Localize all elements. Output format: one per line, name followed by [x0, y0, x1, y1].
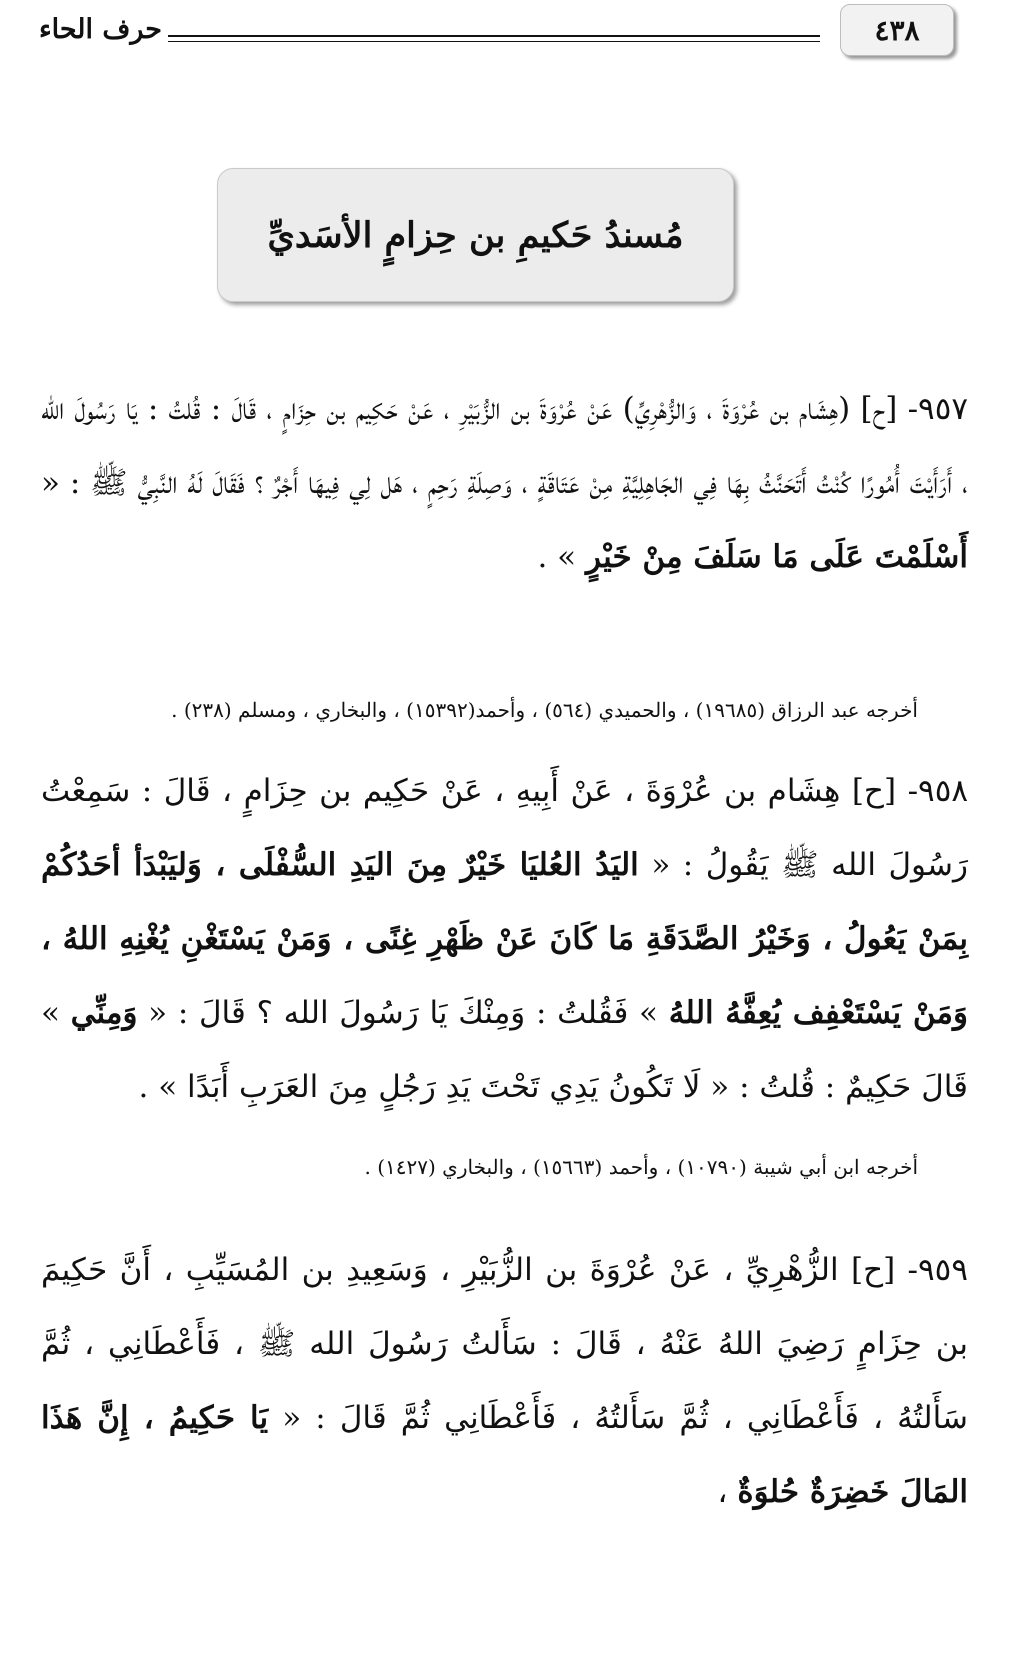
takhrij-note: أخرجه عبد الرزاق (١٩٦٨٥) ، والحميدي (٥٦٤) ، وأحمد(١٥٣٩٢) ، والبخاري ، ومسلم (٢٣٨) .: [171, 698, 918, 722]
hadith-text-end: » .: [537, 539, 577, 575]
hadith-number: ٩٥٩-: [907, 1252, 968, 1288]
hadith-matn-bold: اليَدُ العُليَا خَيْرٌ مِنَ اليَدِ السُّفْلَى ، وَليَبْدَأ أحَدُكُمْ بِمَنْ يَعُولُ ، وَخَيْرُ الصَّدَقَةِ مَا كَانَ عَنْ ظَهْرِ غِنًى ، وَمَنْ يَسْتَغْنِ يُغْنِهِ اللهُ ، وَمَنْ يَسْتَعْفِف يُعِفَّهُ اللهُ: [41, 847, 968, 1031]
chapter-title-box: [217, 168, 734, 302]
hadith-959: [41, 1233, 968, 1529]
hadith-text-end: ،: [717, 1474, 728, 1510]
hadith-text: [ح] الزُّهْرِيِّ ، عَنْ عُرْوَةَ بن الزُّبَيْرِ ، وَسَعِيدِ بن المُسَيِّبِ ، أَنَّ حَكِيمَ بن حِزَامٍ رَضِيَ اللهُ عَنْهُ ، قَالَ : سَأَلتُ رَسُولَ الله ﷺ ، فَأَعْطَانِي ، ثُمَّ سَأَلتُهُ ، فَأَعْطَانِي ، ثُمَّ سَأَلتُهُ ، فَأَعْطَانِي ثُمَّ قَالَ : «: [41, 1252, 968, 1436]
hadith-number: ٩٥٨-: [907, 773, 968, 809]
hadith-matn-bold: وَمِنِّي: [70, 995, 138, 1031]
header-rule: [168, 35, 820, 42]
running-header-title: حرف الحاء: [38, 14, 162, 45]
takhrij-note: أخرجه ابن أبي شيبة (١٠٧٩٠) ، وأحمد (١٥٦٦٣) ، والبخاري (١٤٢٧) .: [364, 1155, 918, 1179]
page-number: ٤٣٨: [874, 13, 920, 47]
hadith-number: ٩٥٧-: [907, 391, 968, 427]
hadith-text: » قَالَ حَكِيمٌ : قُلتُ : « لَا تَكُونُ يَدِي تَحْتَ يَدِ رَجُلٍ مِنَ العَرَبِ أَبَدًا » .: [41, 995, 968, 1105]
hadith-text: » فَقُلتُ : وَمِنْكَ يَا رَسُولَ الله ؟ قَالَ : «: [148, 995, 658, 1031]
hadith-text: [ح] (هِشَام بن عُرْوَةَ ، وَالزُّهْرِيِّ) عَنْ عُرْوَةَ بن الزُّبَيْرِ ، عَنْ حَكِيم بن حِزَامٍ ، قَالَ : قُلتُ : يَا رَسُولَ الله ، أَرَأَيْتَ أُمُورًا كُنْتُ أَتَحَنَّثُ بِهَا فِي الجَاهِلِيَّةِ مِنْ عَتَاقَةٍ ، وَصِلَةِ رَحِمٍ ، هَل لِي فِيهَا أَجْرٌ ؟ فَقَالَ لَهُ النَّبِيُّ ﷺ : «: [41, 391, 968, 501]
hadith-957: [41, 372, 968, 594]
page-number-box: [840, 4, 954, 56]
hadith-text: [ح] هِشَام بن عُرْوَةَ ، عَنْ أَبِيهِ ، عَنْ حَكِيم بن حِزَامٍ ، قَالَ : سَمِعْتُ رَسُولَ الله ﷺ يَقُولُ : «: [41, 773, 969, 883]
hadith-matn-bold: أَسْلَمْتَ عَلَى مَا سَلَفَ مِنْ خَيْرٍ: [586, 539, 968, 575]
chapter-title: مُسندُ حَكيمِ بن حِزامٍ الأسَديِّ: [267, 214, 684, 256]
hadith-958: [41, 754, 968, 1124]
hadith-matn-bold: يَا حَكِيمُ ، إِنَّ هَذَا المَالَ خَضِرَةٌ حُلوَةٌ: [41, 1400, 968, 1510]
